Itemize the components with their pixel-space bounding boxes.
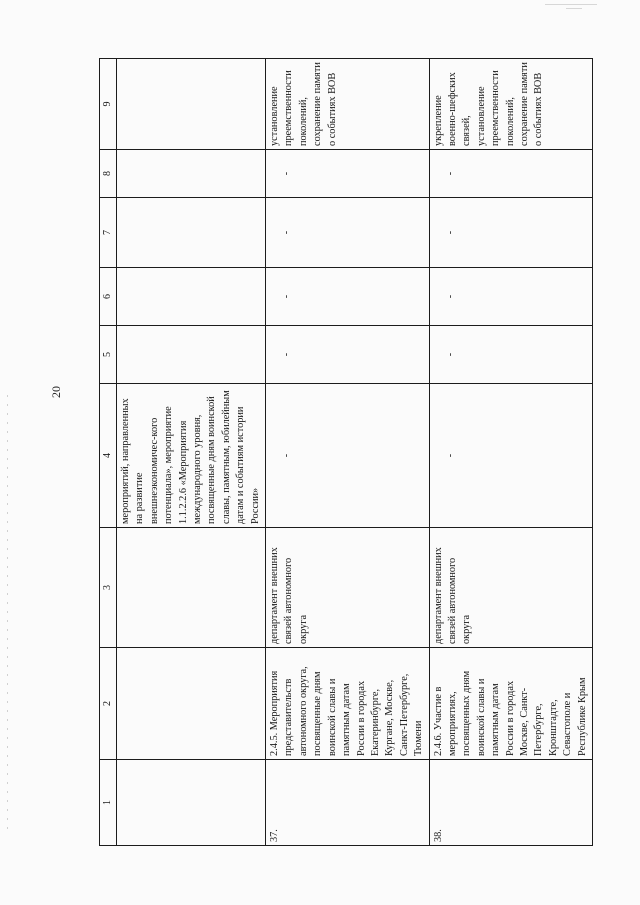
table-cell: [266, 384, 429, 528]
page-number: 20: [49, 386, 63, 398]
table-cell: [266, 268, 429, 326]
table-cell: [117, 268, 266, 326]
binding-holes: [7, 395, 8, 835]
column-header: 8: [100, 150, 117, 198]
table-cell: [117, 326, 266, 384]
column-header: 2: [100, 648, 117, 760]
table-cell: [117, 59, 266, 150]
table-cell: [429, 326, 592, 384]
empty-dash: -: [444, 294, 456, 299]
column-header: 9: [100, 59, 117, 150]
empty-dash: -: [281, 352, 293, 357]
column-header: 1: [100, 760, 117, 846]
table-cell: [117, 150, 266, 198]
row-number: 38.: [429, 760, 592, 846]
scan-mark: [566, 8, 582, 9]
table-cell: [266, 150, 429, 198]
empty-dash: -: [281, 453, 293, 458]
column-header: 4: [100, 384, 117, 528]
program-table: [99, 59, 588, 846]
executor: департамент внешних связей автономного округа: [429, 528, 592, 648]
table-row-continuation: [117, 59, 266, 846]
empty-dash: -: [281, 171, 293, 176]
empty-dash: -: [444, 352, 456, 357]
column-header: 7: [100, 198, 117, 268]
table-cell: [429, 198, 592, 268]
row-number: 37.: [266, 760, 429, 846]
executor: департамент внешних связей автономного округа: [266, 528, 429, 648]
empty-dash: -: [281, 230, 293, 235]
empty-dash: -: [444, 453, 456, 458]
table-cell: мероприятий, направленных на развитие внешнеэкономичес-кого потенциала», мероприятие 1.1.2.2.6 «Мероприятия международного уровня, посвященные дням воинской славы, памятным, юбилейным датам и событиям истории России»: [117, 384, 266, 528]
scan-mark: [545, 4, 597, 5]
column-header: 5: [100, 326, 117, 384]
table-header-row: [100, 59, 117, 846]
column-header: 6: [100, 268, 117, 326]
table-cell: [117, 648, 266, 760]
empty-dash: -: [444, 230, 456, 235]
activity-name: 2.4.5. Мероприятия представительств автономного округа, посвященные дням воинской славы и памятным датам России в городах Екатеринбурге, Кургане, Москве, Санкт-Петербурге, Тюмени: [266, 648, 429, 760]
table-cell: [117, 528, 266, 648]
activity-name: 2.4.6. Участие в мероприятиях, посвященных дням воинской славы и памятным датам России в городах Москве, Санкт-Петербурге, Кронштадте, Севастополе и Республике Крым: [429, 648, 592, 760]
empty-dash: -: [281, 294, 293, 299]
table-cell: [117, 198, 266, 268]
table-cell: [266, 326, 429, 384]
table-cell: [429, 268, 592, 326]
expected-result: укрепление военно-шефских связей, установление преемственности поколений, сохранение памяти о событиях ВОВ: [429, 59, 592, 150]
table-cell: [429, 384, 592, 528]
table-cell: [117, 760, 266, 846]
table-row: [429, 59, 592, 846]
expected-result: установление преемственности поколений, сохранение памяти о событиях ВОВ: [266, 59, 429, 150]
table-row: [266, 59, 429, 846]
table-cell: [429, 150, 592, 198]
column-header: 3: [100, 528, 117, 648]
empty-dash: -: [444, 171, 456, 176]
table-cell: [266, 198, 429, 268]
table: [99, 58, 593, 846]
